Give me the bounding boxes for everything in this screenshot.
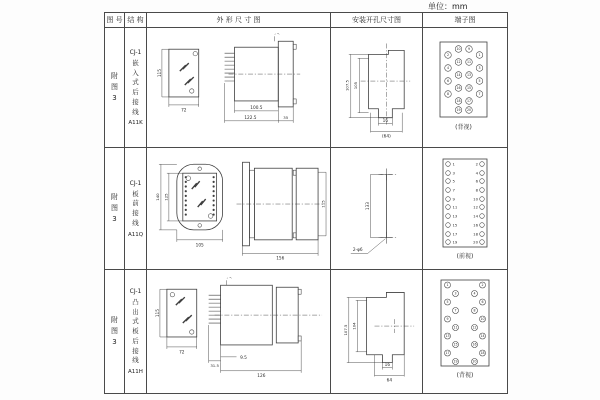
row3-structure [125,270,147,393]
row3-fig-no [105,270,125,393]
svg-text:17: 17 [452,231,458,236]
svg-text:1: 1 [478,52,481,57]
svg-text:5: 5 [446,299,449,304]
svg-text:2: 2 [446,52,450,57]
dimension-table [104,12,508,394]
svg-text:9: 9 [446,316,449,321]
svg-text:10: 10 [456,46,461,51]
svg-text:14: 14 [480,333,485,338]
dim-inner-h: 104 [351,321,357,330]
dim-front-h2: 125 [163,192,169,201]
svg-text:6: 6 [475,178,478,183]
svg-text:5: 5 [478,78,481,83]
svg-text:15: 15 [466,85,472,90]
svg-text:13: 13 [452,213,458,218]
row2-terminal-drawing [423,150,507,268]
svg-text:13: 13 [445,333,450,338]
structure-code: A11Q [127,231,144,238]
dim-width: (64) [382,133,391,139]
row2-mounting-cell [331,148,423,270]
svg-text:19: 19 [452,239,458,244]
unit-label: 单位：mm [428,2,468,11]
header-mounting: 安装开孔尺寸图 [331,13,423,28]
terminal-grid [445,45,483,113]
svg-text:1: 1 [446,282,449,287]
row3-outline-drawing [147,273,330,391]
row3-terminal-cell [423,270,507,393]
dim-flange-w: 35 [283,114,289,120]
dim-total-len: 122.5 [244,115,257,121]
svg-text:7: 7 [454,308,457,313]
dim-side-h: 115 [320,199,326,208]
svg-text:6: 6 [446,78,450,83]
svg-text:9: 9 [467,46,471,51]
row2-structure [125,148,147,270]
row2-fig-no [105,148,125,270]
svg-text:5: 5 [452,178,455,183]
header-outline: 外 形 尺 寸 图 [147,13,331,28]
svg-text:18: 18 [473,231,478,236]
svg-text:8: 8 [475,187,478,192]
svg-text:20: 20 [472,359,477,364]
svg-text:4: 4 [475,170,478,175]
svg-text:7: 7 [478,91,481,96]
dim-inner-h: 105 [353,81,359,89]
structure-desc: 凸出式板后接线 [132,297,139,365]
row3-mounting-cell [331,270,423,393]
svg-text:14: 14 [456,72,461,77]
row1-terminal-drawing [423,29,507,147]
svg-text:20: 20 [466,107,472,112]
svg-text:16: 16 [473,222,478,227]
structure-desc: 板前接线 [132,189,139,227]
side-view [237,162,327,261]
row2-terminal-cell [423,148,507,270]
structure-desc: 嵌入式后接线 [132,58,139,116]
svg-text:16: 16 [472,342,477,347]
row1-mounting-drawing [331,29,422,147]
dim-slot-w: 16 [384,362,391,368]
row2-outline-drawing [147,150,330,268]
terminal-grid [446,161,485,244]
row2-mounting-drawing [331,150,422,268]
svg-text:12: 12 [456,59,461,64]
svg-text:18: 18 [456,98,461,103]
fig-no-text: 附图3 [111,316,118,346]
front-view [155,289,197,355]
model-text: CJ-1 [129,48,142,56]
svg-text:3: 3 [454,291,457,296]
dim-front-w: 72 [179,349,185,355]
dim-pin-len: 31.5 [210,362,219,368]
svg-text:10: 10 [473,196,478,201]
svg-text:17: 17 [445,350,450,355]
svg-text:15: 15 [453,342,458,347]
svg-text:7: 7 [452,187,455,192]
svg-text:16: 16 [456,85,461,90]
fig-no-text: 附图3 [111,193,118,223]
svg-text:15: 15 [452,222,458,227]
row3-mounting-drawing [331,273,422,391]
dim-outer-h: 107.5 [342,324,348,336]
svg-text:10: 10 [480,316,485,321]
svg-text:6: 6 [481,299,484,304]
svg-text:13: 13 [466,72,472,77]
svg-text:12: 12 [473,204,478,209]
fig-no-text: 附图3 [111,72,118,102]
dim-width: 64 [386,377,393,383]
row1-mounting-cell [331,28,423,148]
row1-outline-cell [147,28,331,148]
svg-text:2: 2 [475,161,478,166]
svg-text:11: 11 [452,204,458,209]
svg-text:19: 19 [453,359,458,364]
row2-outline-cell [147,148,331,270]
dim-front-w: 105 [195,242,204,248]
svg-text:2: 2 [481,282,484,287]
structure-code: A11K [128,120,143,127]
dim-side-len: 156 [276,256,285,262]
side-view [209,277,322,379]
svg-text:8: 8 [446,91,450,96]
svg-text:11: 11 [466,59,472,64]
svg-text:3: 3 [478,65,481,70]
row1-terminal-cell [423,28,507,148]
view-label: (背视) [456,371,474,379]
dim-body-len: 100.5 [250,105,263,111]
row1-outline-drawing [147,29,330,147]
svg-text:12: 12 [472,325,477,330]
dim-offset: 9.5 [240,355,247,361]
svg-text:4: 4 [446,65,450,70]
row3-terminal-drawing [423,273,507,391]
dim-front-h1: 140 [154,192,160,201]
front-view [157,49,199,113]
dim-front-h: 115 [157,68,163,77]
model-text: CJ-1 [129,179,142,187]
side-view [225,33,301,122]
svg-text:20: 20 [473,239,478,244]
svg-text:19: 19 [456,107,461,112]
svg-text:1: 1 [452,161,455,166]
header-structure: 结 构 [125,13,147,28]
dim-front-h: 115 [155,308,161,317]
dim-hole-dist: 133 [366,201,372,210]
header-terminal: 端子图 [423,13,507,28]
view-label: (背视) [455,123,472,131]
svg-text:18: 18 [480,350,485,355]
model-text: CJ-1 [129,287,142,295]
svg-text:14: 14 [473,213,478,218]
row1-structure [125,28,147,148]
dim-slot-w: 16 [382,118,389,124]
svg-text:3: 3 [452,170,455,175]
svg-text:17: 17 [466,98,472,103]
terminal-grid [445,282,486,365]
svg-text:9: 9 [452,196,455,201]
svg-text:11: 11 [453,325,458,330]
view-label: (前视) [456,252,474,260]
dim-front-w: 72 [181,107,187,113]
header-fig-no: 图 号 [105,13,125,28]
row1-fig-no [105,28,125,148]
row3-outline-cell [147,270,331,393]
svg-text:4: 4 [473,291,476,296]
svg-text:8: 8 [473,308,476,313]
dim-body-len: 126 [257,373,266,379]
structure-code: A11H [128,369,143,376]
front-view [155,164,223,248]
dim-outer-h: 107.5 [344,79,350,91]
hole-label: 2-φ6 [352,247,363,253]
